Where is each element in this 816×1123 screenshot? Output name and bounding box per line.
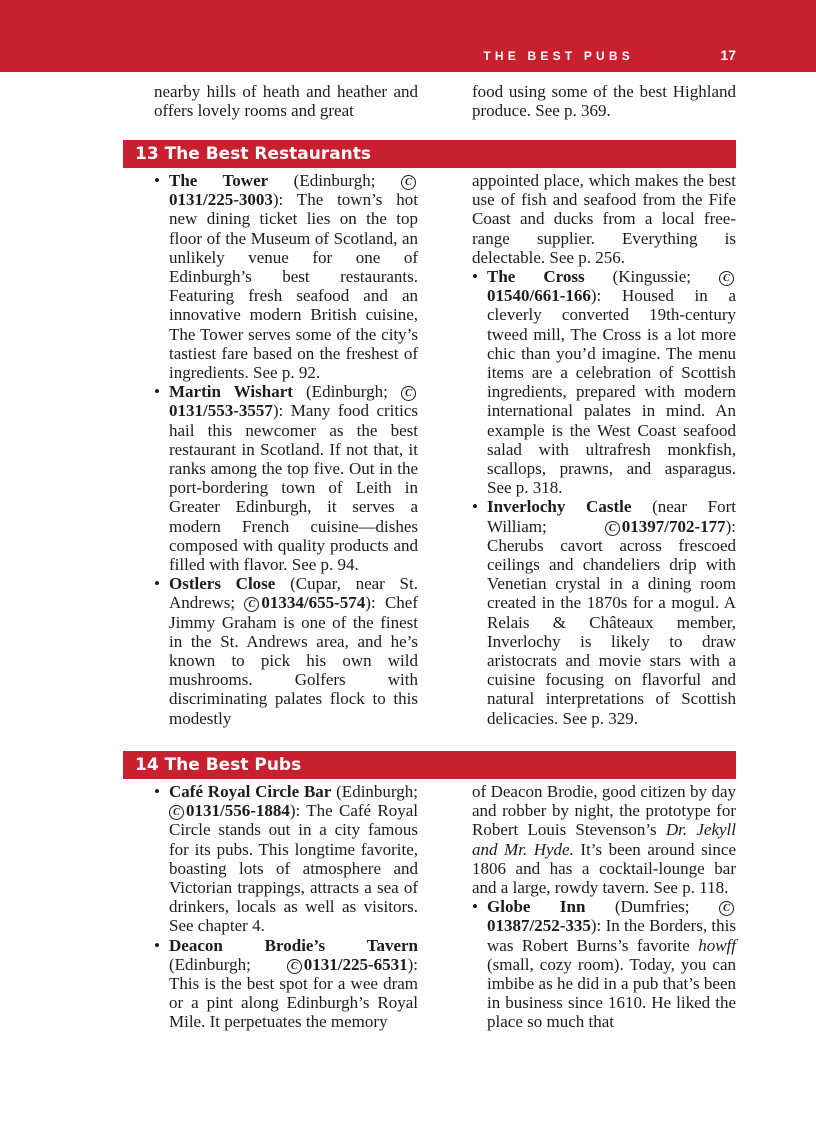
book-title: Dr. Jekyll and Mr. Hyde. xyxy=(472,820,736,859)
entry-text: ): Cherubs cavort across frescoed ceilings and chandeliers drip with Venetian crystal in a dining room created in the 1870s for a mogul. A Relais & Châteaux member, Inverlochy is likely to draw aristocrats and movie stars with a cuisine focusing on flavorful and natural interpretations of Scottish delicacies. See p. 329. xyxy=(487,516,736,728)
entry-name: Deacon Brodie’s Tavern xyxy=(169,935,418,955)
list-item-cafe-royal xyxy=(154,782,418,936)
phone-icon: C xyxy=(401,386,416,401)
list-item-ostlers-close xyxy=(154,574,418,728)
phone-icon: C xyxy=(244,597,259,612)
entry-location: (Dumfries; xyxy=(585,897,719,917)
entry-location: (near Fort William; xyxy=(487,497,736,536)
entry-text: ): Housed in a cleverly converted 19th-century tweed mill, The Cross is a lot more chic than you’d imagine. The menu items are a celebration of Scottish ingredients, prepared with modern international palates in mind. An example is the West Coast seafood salad with ultrafresh monkfish, scallops, prawns, and asparagus. See p. 318. xyxy=(487,286,736,498)
entry-location: (Edinburgh; xyxy=(331,782,418,801)
list-item-the-tower xyxy=(154,171,418,382)
top-left-continuation: nearby hills of heath and heather and offers lovely rooms and great xyxy=(154,82,418,121)
entry-location: (Cupar, near St. Andrews; xyxy=(169,574,418,613)
term-howff: howff xyxy=(698,935,736,955)
entry-text: ): The town’s hot new dining ticket lies on the top floor of the Museum of Scotland, an unlikely venue for one of Edinburgh’s best restaurants. Featuring fresh seafood and an innovative modern British cuisine, The Tower serves some of the city’s tastiest fare based on the freshest of ingredients. See p. 92. xyxy=(169,190,418,383)
entry-name: Ostlers Close xyxy=(169,574,276,594)
phone-number: 01387/252-335 xyxy=(487,916,591,936)
entry-text: ): Chef Jimmy Graham is one of the finest in the St. Andrews area, and he’s known to pick his own wild mushrooms. Golfers with discriminating palates flock to this modestly xyxy=(169,593,418,728)
header-band xyxy=(0,0,816,72)
phone-number: 01397/702-177 xyxy=(621,516,726,536)
entry-text: ): This is the best spot for a wee dram or a pint along Edinburgh’s Royal Mile. It perpetuates the memory xyxy=(169,954,418,1032)
phone-icon: C xyxy=(401,175,416,190)
phone-icon: C xyxy=(287,959,302,974)
entry-text: ): Many food critics hail this newcomer as the best restaurant in Scotland. If not that, it ranks among the top five. Out in the port-bordering town of Leith in Greater Edinburgh, it serves a modern French cuisine—dishes composed with quality products and filled with flavor. See p. 94. xyxy=(169,401,418,575)
entry-text: (small, cozy room). Today, you can imbibe as he did in a pub that’s been in business since 1610. He liked the place so much that xyxy=(487,954,736,1032)
phone-number: 0131/225-6531 xyxy=(303,954,408,974)
section-heading-pubs: 14 The Best Pubs xyxy=(123,751,736,779)
phone-icon: C xyxy=(605,521,620,536)
phone-number: 01334/655-574 xyxy=(261,593,366,613)
entry-name: Globe Inn xyxy=(487,897,586,917)
phone-icon: C xyxy=(719,271,734,286)
restaurants-left-column xyxy=(154,171,418,728)
section-heading-restaurants: 13 The Best Restaurants xyxy=(123,140,736,168)
entry-text: ): The Café Royal Circle stands out in a city famous for its pubs. This longtime favorite, boasting lots of atmosphere and Victorian trappings, attracts a sea of drinkers, locals as well as visitors. See chapter 4. xyxy=(169,801,418,936)
entry-name: Martin Wishart xyxy=(169,382,293,402)
phone-number: 0131/225-3003 xyxy=(169,190,273,210)
entry-name: Inverlochy Castle xyxy=(487,497,632,517)
entry-location: (Kingussie; xyxy=(584,267,719,287)
list-item-inverlochy-castle xyxy=(472,497,736,727)
entry-location: (Edinburgh; xyxy=(169,954,287,974)
entry-name: The Tower xyxy=(169,171,269,190)
pubs-right-column xyxy=(472,782,736,1032)
list-item-globe-inn xyxy=(472,897,736,1031)
running-title: THE BEST PUBS xyxy=(483,49,634,63)
entry-text: of Deacon Brodie, good citizen by day and robber by night, the prototype for Robert Louis Stevenson’s xyxy=(472,782,736,840)
list-item-martin-wishart xyxy=(154,382,418,574)
list-item-deacon-brodies xyxy=(154,936,418,1032)
ostlers-close-continuation: appointed place, which makes the best use of fish and seafood from the Fife Coast and ducks from a local free-range supplier. Everything is delectable. See p. 256. xyxy=(472,171,736,267)
list-item-the-cross xyxy=(472,267,736,497)
entry-location: (Edinburgh; xyxy=(268,171,401,190)
restaurants-right-column xyxy=(472,171,736,728)
page-number: 17 xyxy=(720,47,736,63)
pubs-left-column xyxy=(154,782,418,1032)
entry-text: It’s been around since 1806 and has a cocktail-lounge bar and a large, rowdy tavern. See p. 118. xyxy=(472,839,736,898)
entry-location: (Edinburgh; xyxy=(292,382,401,402)
entry-name: The Cross xyxy=(487,267,585,287)
entry-text: ): In the Borders, this was Robert Burns’s favorite xyxy=(487,916,736,955)
phone-number: 0131/553-3557 xyxy=(169,401,273,421)
phone-icon: C xyxy=(169,805,184,820)
top-right-continuation: food using some of the best Highland produce. See p. 369. xyxy=(472,82,736,121)
phone-number: 0131/556-1884 xyxy=(186,801,290,821)
phone-icon: C xyxy=(719,901,734,916)
deacon-brodies-continuation xyxy=(472,782,736,897)
entry-name: Café Royal Circle Bar xyxy=(169,782,332,801)
phone-number: 01540/661-166 xyxy=(487,286,591,306)
